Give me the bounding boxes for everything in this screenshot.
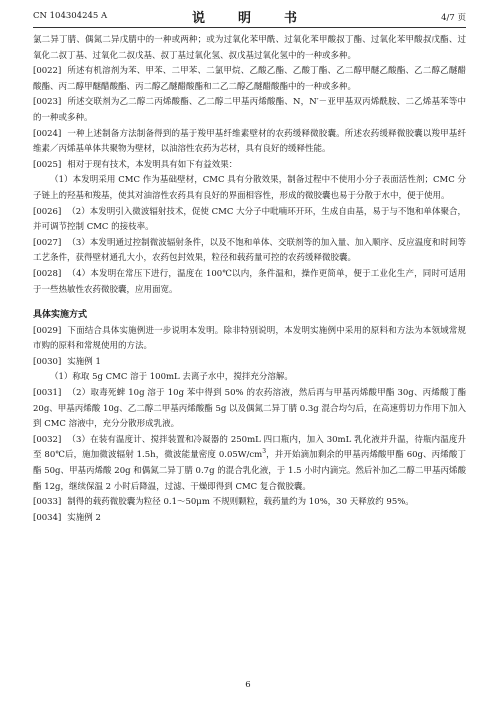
paragraph-text: （2）取毒死蜱 10g 溶于 10g 苯中得到 50% 的农药溶液，然后再与甲基丙烯酸甲酯 30g、丙烯酸丁酯 20g、甲基丙烯酸 10g、乙二醇二甲基丙烯酸酯 5g 以及偶氮二异丁腈 0.3g 混合均匀后，在高速剪切力作用下加入到 CMC 溶液中，充分分散形成乳液。 bbox=[33, 388, 466, 430]
paragraph-number: [0023] bbox=[33, 97, 62, 108]
paragraph-text: 所述交联剂为乙二醇二丙烯酸酯、乙二醇二甲基丙烯酸酯、N，N′－亚甲基双丙烯酰胺、二乙烯基苯等中的一种或多种。 bbox=[33, 97, 466, 123]
section-heading: 具体实施方式 bbox=[33, 310, 88, 321]
paragraph-number: [0031] bbox=[33, 388, 62, 399]
document-body bbox=[33, 33, 466, 526]
paragraph-number: [0030] bbox=[33, 356, 62, 367]
paragraph-0029 bbox=[33, 324, 466, 355]
paragraph-0033 bbox=[33, 495, 466, 511]
paragraph-0030 bbox=[33, 355, 466, 371]
paragraph-number: [0022] bbox=[33, 66, 62, 77]
paragraph-number: [0033] bbox=[33, 497, 62, 508]
paragraph-0032 bbox=[33, 433, 466, 495]
paragraph-0023 bbox=[33, 95, 466, 126]
paragraph-number: [0034] bbox=[33, 512, 62, 523]
paragraph-continuation: 氯二异丁腈、偶氮二异戊腈中的一种或两种；或为过氧化苯甲酰、过氧化苯甲酸叔丁酯、过氧化苯甲酸叔戊酯、过氧化二叔丁基、过氧化二叔戊基、叔丁基过氧化氢、叔戊基过氧化氢中的一种或多种。 bbox=[33, 35, 466, 61]
paragraph-number: [0026] bbox=[33, 206, 62, 217]
paragraph-0026 bbox=[33, 205, 466, 236]
paragraph-0028 bbox=[33, 267, 466, 298]
paragraph-0025 bbox=[33, 158, 466, 174]
paragraph-number: [0027] bbox=[33, 237, 62, 248]
paragraph-number: [0029] bbox=[33, 325, 62, 336]
paragraph-number: [0032] bbox=[33, 434, 62, 445]
paragraph-text: 相对于现有技术，本发明具有如下有益效果： bbox=[67, 159, 238, 170]
paragraph-text: 实施例 2 bbox=[67, 512, 101, 523]
paragraph-text: （3）在装有温度计、搅拌装置和冷凝器的 250mL 四口瓶内，加入 30mL 乳化液并升温，待瓶内温度升至 80℃后，施加微波辐射 1.5h，微波能量密度 0.05W/cm bbox=[33, 434, 466, 461]
patent-number: CN 104304245 A bbox=[33, 11, 108, 21]
paragraph-0027 bbox=[33, 236, 466, 267]
page-indicator: 4/7 页 bbox=[441, 13, 466, 23]
page-number: 6 bbox=[245, 680, 251, 690]
paragraph-0030-item-1: （1）称取 5g CMC 溶于 100mL 去离子水中，搅拌充分溶解。 bbox=[50, 372, 293, 383]
page-header bbox=[33, 6, 466, 28]
paragraph-0024 bbox=[33, 127, 466, 158]
paragraph-0025-item-1: （1）本发明采用 CMC 作为基础壁材，CMC 具有分散效果，制备过程中不使用小分子表面活性剂；CMC 分子链上的羟基和羧基，使其对油溶性农药具有良好的界面相容性，形成的微胶囊也易于分散于水中，便于使用。 bbox=[33, 175, 466, 201]
paragraph-number: [0028] bbox=[33, 268, 62, 279]
paragraph-number: [0025] bbox=[33, 159, 62, 170]
paragraph-text: 下面结合具体实施例进一步说明本发明。除非特别说明，本发明实施例中采用的原料和方法为本领域常规市购的原料和常规使用的方法。 bbox=[33, 325, 466, 352]
paragraph-text: （4）本发明在常压下进行，温度在 100℃以内，条件温和，操作更简单，便于工业化生产，同时可适用于一些热敏性农药微胶囊，应用面宽。 bbox=[33, 268, 466, 295]
header-rule bbox=[33, 27, 466, 28]
paragraph-text: （2）本发明引入微波辐射技术，促使 CMC 大分子中吡喃环开环，生成自由基，易于与不饱和单体聚合，并可调节控制 CMC 的接枝率。 bbox=[33, 206, 466, 233]
paragraph-text: 制得的载药微胶囊为粒径 0.1～50μm 不规则颗粒，载药量约为 10%，30 天释放约 95%。 bbox=[67, 497, 414, 508]
paragraph-text-cont: ，并开始滴加剩余的甲基丙烯酸甲酯 60g、丙烯酸丁酯 50g、甲基丙烯酸 20g 和偶氮二异丁腈 0.7g 的混合乳化液，于 1.5 小时内滴完。然后补加乙二醇二甲基丙烯酸酯 12g，继续保温 2 小时后降温，过滤、干燥即得到 CMC 复合微胶囊。 bbox=[33, 450, 466, 492]
paragraph-0031 bbox=[33, 386, 466, 433]
paragraph-text: 一种上述制备方法制备得到的基于羧甲基纤维素壁材的农药缓释微胶囊。所述农药缓释微胶囊以羧甲基纤维素／丙烯基单体共聚物为壁材，以油溶性农药为芯材，具有良好的缓释性能。 bbox=[33, 128, 466, 155]
superscript: 3 bbox=[262, 448, 267, 456]
paragraph-0022 bbox=[33, 64, 466, 95]
document-title: 说 明 书 bbox=[191, 11, 307, 26]
paragraph-text: （3）本发明通过控制微波辐射条件，以及不饱和单体、交联剂等的加入量、加入顺序、反应温度和时间等工艺条件，获得壁材通孔大小，农药包封效果，粒径和载药量可控的农药缓释微胶囊。 bbox=[33, 237, 466, 264]
paragraph-number: [0024] bbox=[33, 128, 62, 139]
paragraph-0034 bbox=[33, 511, 466, 527]
paragraph-text: 实施例 1 bbox=[67, 356, 101, 367]
paragraph-text: 所述有机溶剂为苯、甲苯、二甲苯、二氯甲烷、乙酸乙酯、乙酸丁酯、乙二醇甲醚乙酸酯、乙二醇乙醚醋酸酯、丙二醇甲醚醋酸酯、丙二醇乙醚醋酸酯和二乙二醇乙醚醋酸酯中的一种或多种。 bbox=[33, 66, 466, 92]
